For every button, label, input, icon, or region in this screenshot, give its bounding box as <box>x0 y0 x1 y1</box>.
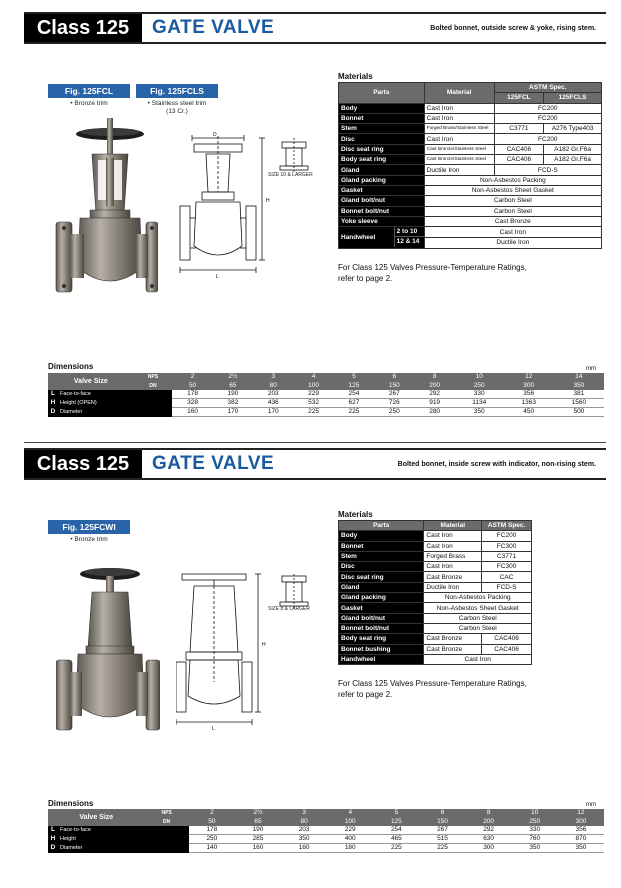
dim-key: H <box>48 835 58 844</box>
dim-value: 250 <box>374 408 414 417</box>
astm-spec: FC300 <box>482 541 532 551</box>
material-value: Cast Bronze/Stainless Steel <box>424 144 494 154</box>
part-name: Gland bolt/nut <box>339 613 424 623</box>
table-row <box>339 593 532 603</box>
dim-value: 250 <box>189 835 235 844</box>
dim-key: D <box>48 844 58 853</box>
dim-letter-h: H <box>266 198 270 204</box>
astm-spec-125fcls: A182 Gr.F6a <box>544 155 602 165</box>
nps-value: 10 <box>455 373 504 382</box>
table-row <box>339 134 602 144</box>
astm-spec: FC200 <box>494 113 601 123</box>
dim-value: 229 <box>327 826 373 835</box>
valve-size-label: Valve Size <box>48 373 134 390</box>
rating-note-line1: For Class 125 Valves Pressure-Temperature Ratings, <box>338 263 527 272</box>
table-row <box>339 551 532 561</box>
part-name: Gland packing <box>339 593 424 603</box>
dim-value: 465 <box>373 835 419 844</box>
dn-value: 200 <box>466 818 512 827</box>
material-value: Cast Iron <box>424 531 482 541</box>
part-name: Body seat ring <box>339 155 425 165</box>
dim-value: 190 <box>235 826 281 835</box>
table-row <box>339 185 602 195</box>
product-title: GATE VALVE <box>152 453 275 474</box>
class-label: Class 125 <box>24 14 142 42</box>
dim-value: 870 <box>558 835 604 844</box>
material-value: Cast Bronze <box>424 634 482 644</box>
dim-value: 160 <box>235 844 281 853</box>
dn-value: 150 <box>419 818 465 827</box>
dim-value: 225 <box>334 408 374 417</box>
section-header <box>24 448 606 480</box>
astm-spec: CAC406 <box>482 634 532 644</box>
table-row <box>48 390 604 399</box>
dim-value: 285 <box>235 835 281 844</box>
table-row <box>339 541 532 551</box>
part-name: Disc seat ring <box>339 572 424 582</box>
material-value: Cast Bronze <box>424 216 601 226</box>
valve-drawing <box>178 132 276 304</box>
material-value: Carbon Steel <box>424 206 601 216</box>
table-row <box>339 623 532 633</box>
part-name: Stem <box>339 551 424 561</box>
table-row <box>339 644 532 654</box>
material-value: Cast Iron <box>424 654 532 664</box>
astm-spec: FCD-S <box>482 582 532 592</box>
dimensions-title: Dimensions <box>48 362 94 371</box>
dim-header-nps <box>48 373 604 382</box>
product-description: Bolted bonnet, inside screw with indicator, non-rising stem. <box>397 460 596 468</box>
part-name: Body seat ring <box>339 634 424 644</box>
dim-value: 203 <box>281 826 327 835</box>
col-header-parts: Parts <box>339 521 424 531</box>
dim-key: D <box>48 408 58 417</box>
dim-value: 1363 <box>504 399 554 408</box>
dim-value: 381 <box>554 390 604 399</box>
rating-note-line2: refer to page 2. <box>338 274 393 283</box>
dim-value: 280 <box>414 408 454 417</box>
material-value: Ductile Iron <box>424 582 482 592</box>
material-value: Non-Asbestos Sheet Gasket <box>424 185 601 195</box>
dn-label: DN <box>144 818 188 827</box>
table-row <box>339 155 602 165</box>
nps-value: 5 <box>334 373 374 382</box>
figure-label-125fcls: Fig. 125FCLS <box>136 84 218 98</box>
dn-value: 300 <box>558 818 604 827</box>
table-row <box>339 165 602 175</box>
nps-value: 2 <box>189 809 235 818</box>
part-name: Gasket <box>339 185 425 195</box>
nps-value: 2½ <box>235 809 281 818</box>
table-row <box>339 227 602 238</box>
detail-sketch <box>274 574 314 610</box>
dn-value: 200 <box>414 382 454 391</box>
dim-value: 229 <box>293 390 333 399</box>
dim-value: 726 <box>374 399 414 408</box>
dim-value: 500 <box>554 408 604 417</box>
table-row <box>339 216 602 226</box>
material-value: Ductile Iron <box>424 165 494 175</box>
col-header-astm: ASTM Spec. <box>482 521 532 531</box>
valve-size-label: Valve Size <box>48 809 144 826</box>
dim-value: 254 <box>334 390 374 399</box>
rating-note <box>338 678 527 700</box>
part-name: Bonnet <box>339 541 424 551</box>
nps-value: 2 <box>172 373 212 382</box>
rating-note-line2: refer to page 2. <box>338 690 393 699</box>
col-header-parts: Parts <box>339 83 425 104</box>
part-name: Stem <box>339 124 425 134</box>
unit-mm: mm <box>586 802 596 808</box>
material-value: Carbon Steel <box>424 196 601 206</box>
dim-value: 300 <box>466 844 512 853</box>
handwheel-label: Handwheel <box>341 233 376 241</box>
dim-value: 400 <box>327 835 373 844</box>
table-row <box>339 562 532 572</box>
astm-spec: CAC406 <box>482 644 532 654</box>
astm-spec-125fcl: CAC406 <box>494 144 544 154</box>
part-name: Bonnet <box>339 113 425 123</box>
material-value: Carbon Steel <box>424 623 532 633</box>
rating-note-line1: For Class 125 Valves Pressure-Temperature Ratings, <box>338 679 527 688</box>
figure-label-125fcl: Fig. 125FCL <box>48 84 130 98</box>
astm-spec: FC200 <box>494 134 601 144</box>
dim-value: 630 <box>466 835 512 844</box>
nps-value: 2½ <box>213 373 253 382</box>
dim-value: 170 <box>213 408 253 417</box>
material-value: Cast Iron <box>424 134 494 144</box>
col-header-astm: ASTM Spec. <box>494 83 601 93</box>
material-value: Carbon Steel <box>424 613 532 623</box>
dimensions-table <box>48 809 604 853</box>
dn-value: 80 <box>281 818 327 827</box>
dim-value: 225 <box>373 844 419 853</box>
part-name: Gland <box>339 165 425 175</box>
handwheel-material-b: Ductile Iron <box>424 237 601 248</box>
part-name: Gland packing <box>339 175 425 185</box>
dim-label: Face-to-face <box>58 826 189 835</box>
dim-value: 225 <box>293 408 333 417</box>
nps-label: NPS <box>144 809 188 818</box>
dn-value: 65 <box>213 382 253 391</box>
table-row <box>48 844 604 853</box>
part-name: Disc <box>339 562 424 572</box>
dim-key: H <box>48 399 58 408</box>
dim-label: Diameter <box>58 844 189 853</box>
dim-letter-l: L <box>212 726 215 732</box>
astm-spec: FC200 <box>482 531 532 541</box>
dimensions-table <box>48 373 604 417</box>
dim-value: 350 <box>512 844 558 853</box>
part-name: Body <box>339 103 425 113</box>
dim-letter-h: H <box>262 642 266 648</box>
part-name: Body <box>339 531 424 541</box>
trim-note-125fcwi: • Bronze trim <box>70 536 108 543</box>
dimensions-title: Dimensions <box>48 799 94 808</box>
dn-label: DN <box>134 382 173 391</box>
dim-value: 515 <box>419 835 465 844</box>
product-description: Bolted bonnet, outside screw & yoke, rising stem. <box>430 24 596 32</box>
trim-line2: (13 Cr.) <box>166 108 188 115</box>
dim-key: L <box>48 390 58 399</box>
astm-spec-125fcl: C3771 <box>494 124 544 134</box>
dim-label: Face-to-face <box>58 390 172 399</box>
dim-value: 178 <box>189 826 235 835</box>
dn-value: 65 <box>235 818 281 827</box>
dim-value: 1560 <box>554 399 604 408</box>
dn-value: 100 <box>293 382 333 391</box>
nps-value: 3 <box>281 809 327 818</box>
material-value: Cast Bronze/Stainless Steel <box>424 155 494 165</box>
valve-photo <box>54 118 158 308</box>
dim-value: 330 <box>512 826 558 835</box>
dim-value: 190 <box>213 390 253 399</box>
section-header <box>24 12 606 44</box>
table-row <box>339 531 532 541</box>
part-name: Gland <box>339 582 424 592</box>
table-row <box>339 582 532 592</box>
materials-table <box>338 82 602 249</box>
nps-value: 4 <box>293 373 333 382</box>
materials-rows <box>339 103 602 227</box>
table-row <box>339 103 602 113</box>
handwheel-material-a: Cast Iron <box>424 227 601 238</box>
part-name: Disc seat ring <box>339 144 425 154</box>
dn-value: 50 <box>172 382 212 391</box>
handwheel-size-a: 2 to 10 <box>395 227 424 237</box>
valve-drawing <box>176 572 272 744</box>
dim-value: 627 <box>334 399 374 408</box>
part-name: Bonnet bolt/nut <box>339 206 425 216</box>
dim-value: 356 <box>558 826 604 835</box>
figure-label-125fcwi: Fig. 125FCWI <box>48 520 130 534</box>
dn-value: 150 <box>374 382 414 391</box>
material-value: Forged Brass/Stainless Steel <box>424 124 494 134</box>
dim-key: L <box>48 826 58 835</box>
section-divider <box>24 442 606 443</box>
dim-value: 760 <box>512 835 558 844</box>
dim-value: 292 <box>414 390 454 399</box>
dim-value: 356 <box>504 390 554 399</box>
dn-value: 300 <box>504 382 554 391</box>
section-class125-os-y <box>0 0 621 440</box>
astm-spec-125fcl: CAC406 <box>494 155 544 165</box>
nps-value: 4 <box>327 809 373 818</box>
dim-value: 382 <box>213 399 253 408</box>
table-row <box>48 826 604 835</box>
trim-note-125fcls <box>136 100 218 116</box>
dim-header-nps <box>48 809 604 818</box>
table-row <box>339 124 602 134</box>
col-header-material: Material <box>424 521 482 531</box>
part-name: Bonnet bushing <box>339 644 424 654</box>
valve-photo <box>56 564 160 744</box>
material-value: Non-Asbestos Sheet Gasket <box>424 603 532 613</box>
dim-value: 254 <box>373 826 419 835</box>
material-value: Cast Bronze <box>424 572 482 582</box>
table-row <box>48 399 604 408</box>
material-value: Forged Brass <box>424 551 482 561</box>
nps-value: 5 <box>373 809 419 818</box>
dim-value: 203 <box>253 390 293 399</box>
size-label: SIZE 10 & LARGER <box>268 172 313 178</box>
dn-value: 350 <box>554 382 604 391</box>
dn-value: 125 <box>373 818 419 827</box>
materials-rows <box>339 531 532 665</box>
dim-value: 140 <box>189 844 235 853</box>
dim-value: 225 <box>419 844 465 853</box>
col-header-material: Material <box>424 83 494 104</box>
nps-value: 6 <box>374 373 414 382</box>
col-header-125fcl: 125FCL <box>494 93 544 103</box>
part-name: Gasket <box>339 603 424 613</box>
dn-value: 250 <box>455 382 504 391</box>
nps-value: 12 <box>558 809 604 818</box>
table-row <box>339 113 602 123</box>
table-row <box>339 613 532 623</box>
part-name: Disc <box>339 134 425 144</box>
part-name: Gland bolt/nut <box>339 196 425 206</box>
material-value: Cast Iron <box>424 103 494 113</box>
rating-note <box>338 262 527 284</box>
dn-value: 80 <box>253 382 293 391</box>
dim-value: 532 <box>293 399 333 408</box>
table-row <box>339 175 602 185</box>
astm-spec-125fcls: A182 Gr.F6a <box>544 144 602 154</box>
nps-value: 10 <box>512 809 558 818</box>
astm-spec: C3771 <box>482 551 532 561</box>
dim-value: 1134 <box>455 399 504 408</box>
dim-label: Diameter <box>58 408 172 417</box>
col-header-125fcls: 125FCLS <box>544 93 602 103</box>
material-value: Non-Asbestos Packing <box>424 593 532 603</box>
dim-value: 330 <box>455 390 504 399</box>
nps-value: 12 <box>504 373 554 382</box>
table-row <box>48 835 604 844</box>
section-class125-inside-screw <box>0 444 621 888</box>
material-value: Cast Iron <box>424 113 494 123</box>
nps-value: 8 <box>414 373 454 382</box>
dim-value: 160 <box>172 408 212 417</box>
dn-value: 100 <box>327 818 373 827</box>
dim-value: 436 <box>253 399 293 408</box>
nps-value: 14 <box>554 373 604 382</box>
dn-value: 125 <box>334 382 374 391</box>
dim-value: 180 <box>327 844 373 853</box>
dim-value: 350 <box>281 835 327 844</box>
part-name: Handwheel <box>339 654 424 664</box>
table-row <box>48 408 604 417</box>
trim-line1: • Stainless steel trim <box>147 100 207 107</box>
part-name: Bonnet bolt/nut <box>339 623 424 633</box>
product-title: GATE VALVE <box>152 17 275 38</box>
astm-spec: FC200 <box>494 103 601 113</box>
table-row <box>339 634 532 644</box>
table-row <box>339 144 602 154</box>
table-row <box>339 206 602 216</box>
astm-spec: CAC <box>482 572 532 582</box>
part-name: Yoke sleeve <box>339 216 425 226</box>
table-row <box>339 654 532 664</box>
material-value: Cast Iron <box>424 541 482 551</box>
nps-value: 8 <box>466 809 512 818</box>
dn-value: 250 <box>512 818 558 827</box>
table-row <box>339 196 602 206</box>
dim-value: 450 <box>504 408 554 417</box>
dim-value: 170 <box>253 408 293 417</box>
unit-mm: mm <box>586 366 596 372</box>
nps-label: NPS <box>134 373 173 382</box>
materials-title: Materials <box>338 72 373 81</box>
dim-value: 178 <box>172 390 212 399</box>
dim-value: 292 <box>466 826 512 835</box>
materials-table <box>338 520 532 665</box>
astm-spec: FC300 <box>482 562 532 572</box>
nps-value: 6 <box>419 809 465 818</box>
dim-value: 350 <box>558 844 604 853</box>
dim-label: Height (OPEN) <box>58 399 172 408</box>
dim-value: 160 <box>281 844 327 853</box>
nps-value: 3 <box>253 373 293 382</box>
material-value: Cast Iron <box>424 562 482 572</box>
material-value: Non-Asbestos Packing <box>424 175 601 185</box>
astm-spec: FCD-S <box>494 165 601 175</box>
dim-value: 919 <box>414 399 454 408</box>
dn-value: 50 <box>189 818 235 827</box>
dim-value: 350 <box>455 408 504 417</box>
detail-sketch <box>274 138 314 174</box>
dim-value: 328 <box>172 399 212 408</box>
trim-note-125fcl: • Bronze trim <box>70 100 108 107</box>
dim-value: 267 <box>419 826 465 835</box>
size-label: SIZE 8 & LARGER <box>268 606 310 612</box>
table-row <box>339 603 532 613</box>
handwheel-size-b: 12 & 14 <box>396 238 420 246</box>
table-row <box>339 572 532 582</box>
materials-title: Materials <box>338 510 373 519</box>
class-label: Class 125 <box>24 450 142 478</box>
dim-letter-d: D <box>213 132 217 138</box>
part-name <box>339 227 425 249</box>
dim-value: 267 <box>374 390 414 399</box>
material-value: Cast Bronze <box>424 644 482 654</box>
dim-letter-l: L <box>216 274 219 280</box>
dim-label: Height <box>58 835 189 844</box>
astm-spec-125fcls: A276 Type403 <box>544 124 602 134</box>
